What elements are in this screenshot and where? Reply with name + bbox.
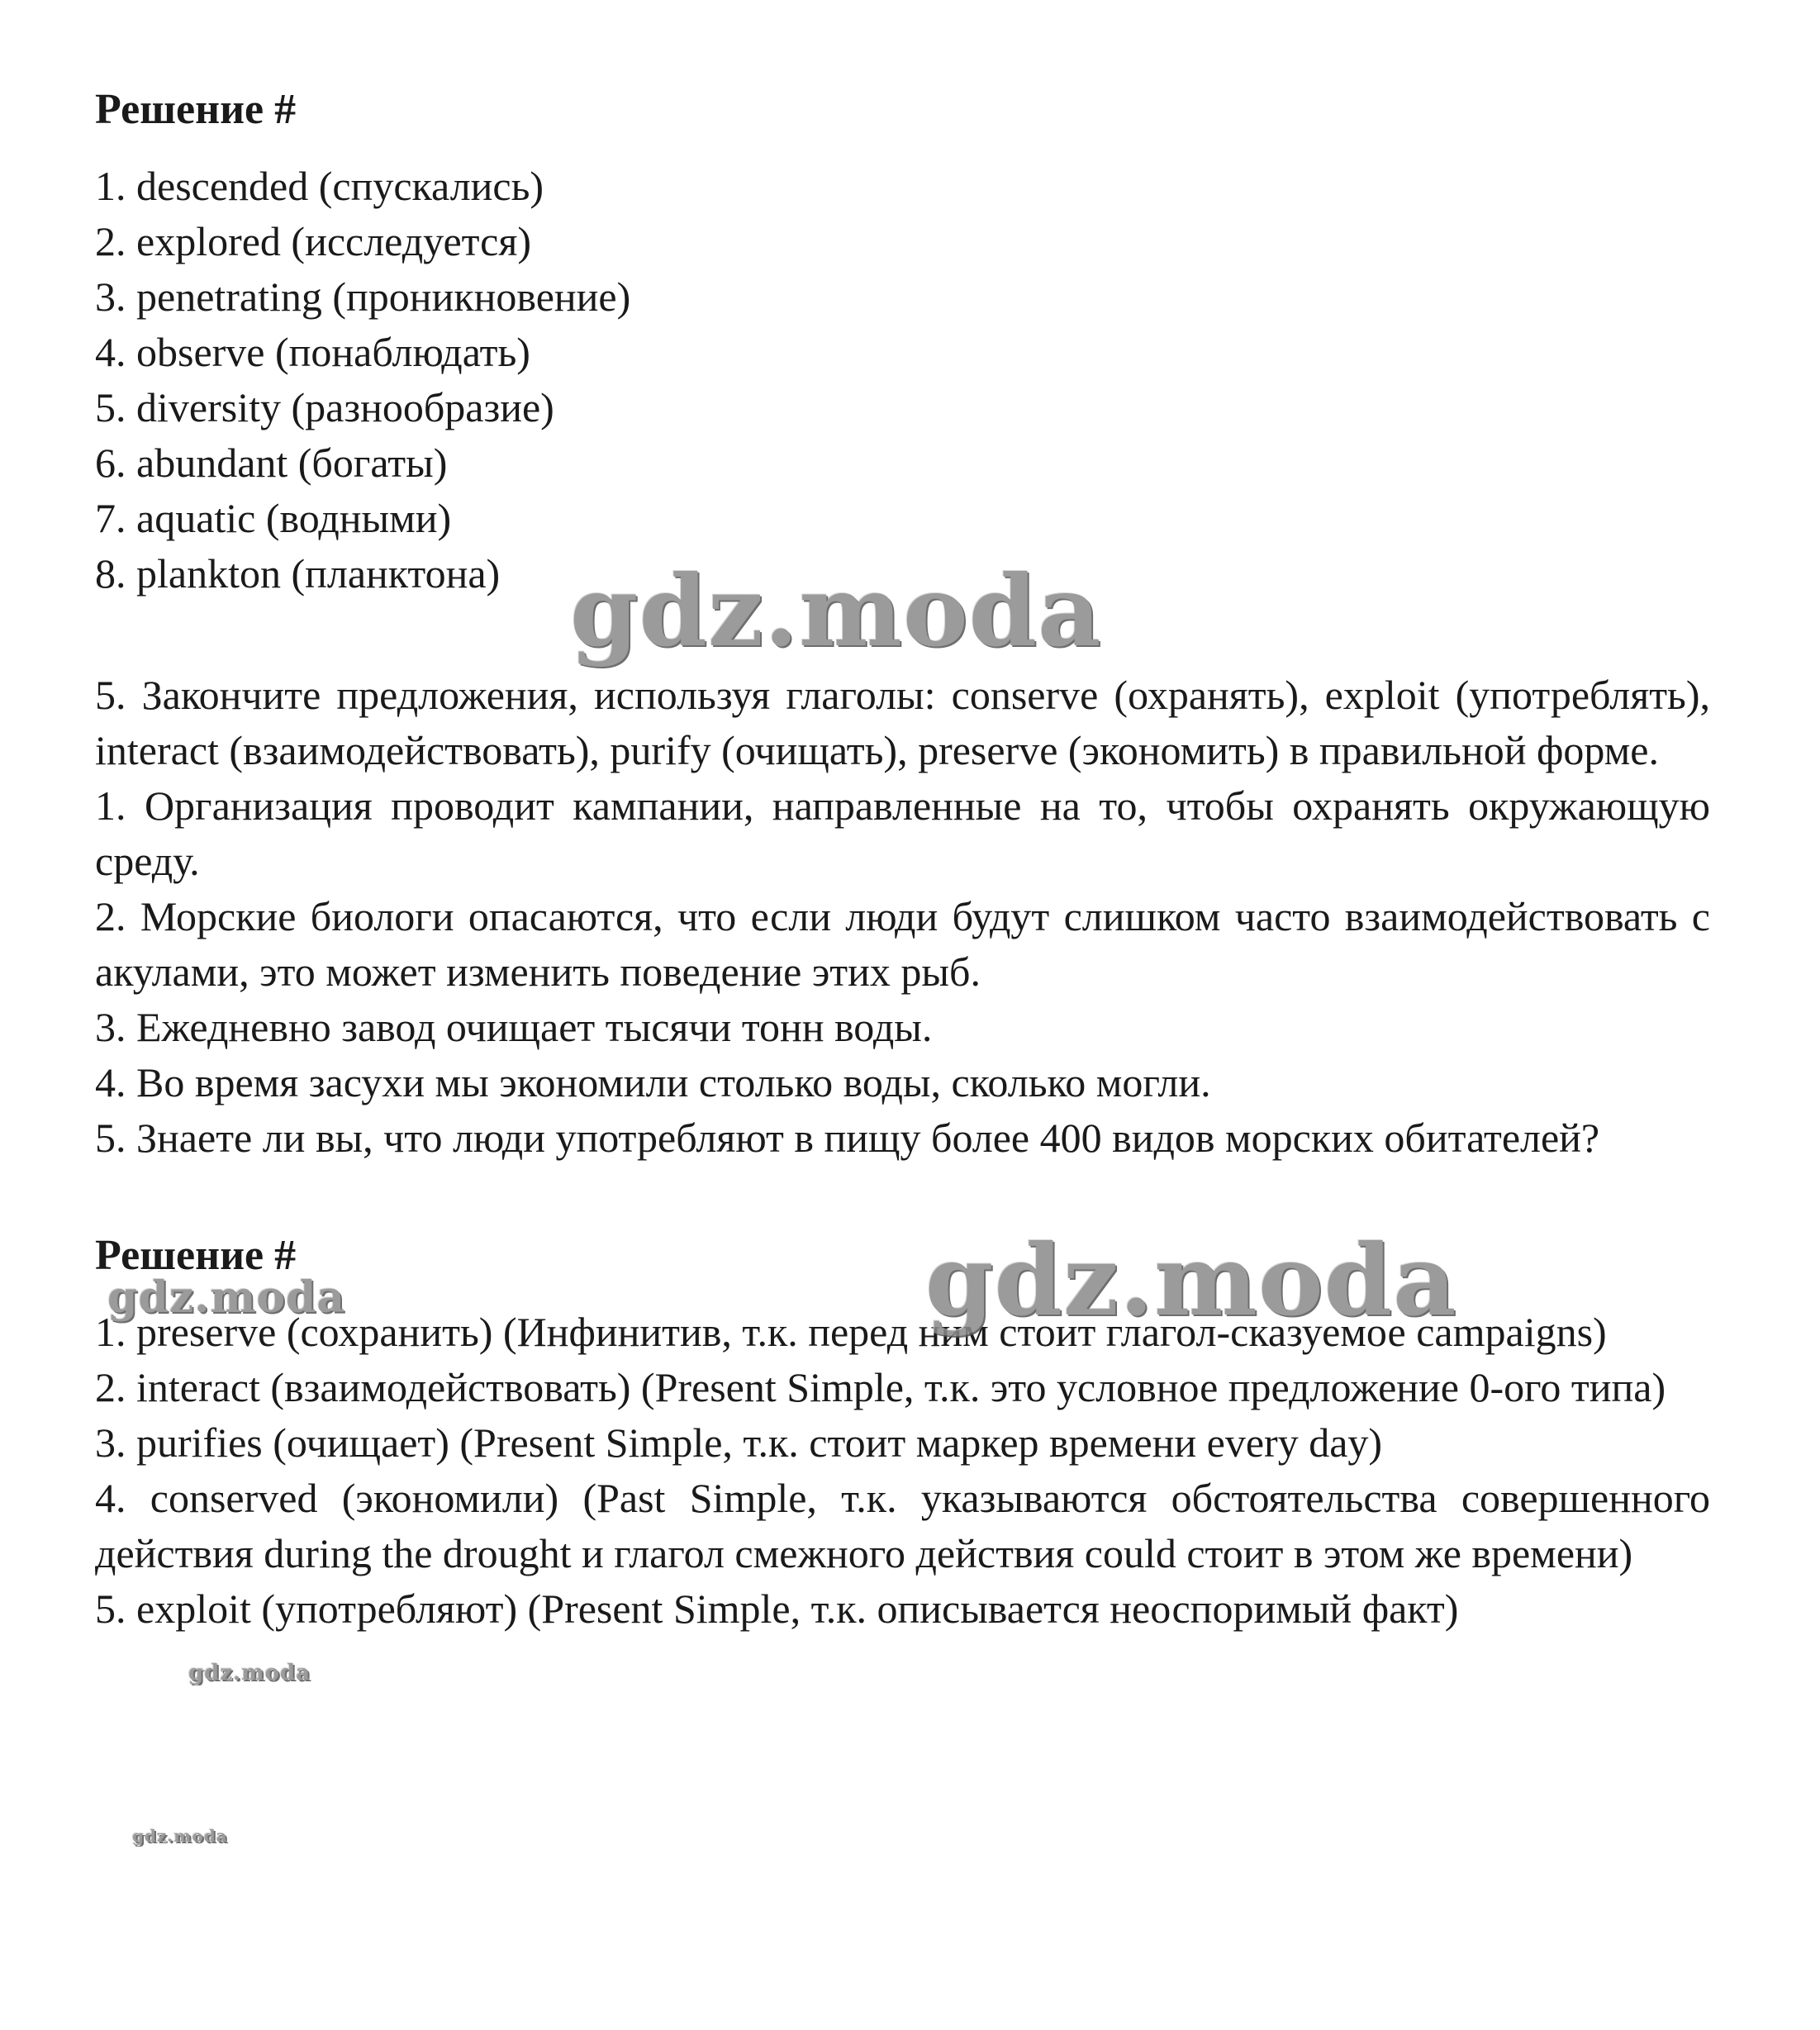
- list-item: 5. exploit (употребляют) (Present Simple, т.к. описывается неоспоримый факт): [95, 1585, 1459, 1632]
- list-item: 1. descended (спускались): [95, 163, 544, 209]
- list-item: 7. aquatic (водными): [95, 495, 452, 541]
- list-item: 3. penetrating (проникновение): [95, 273, 631, 320]
- task-sentence: 4. Во время засухи мы экономили столько воды, сколько могли.: [95, 1059, 1211, 1105]
- answer-list-2: [95, 1305, 1710, 1637]
- list-item: 2. interact (взаимодействовать) (Present Simple, т.к. это условное предложение 0-ого типа): [95, 1364, 1666, 1410]
- list-item: 8. plankton (планктона): [95, 550, 501, 597]
- task-sentence: 5. Знаете ли вы, что люди употребляют в пищу более 400 видов морских обитателей?: [95, 1115, 1600, 1161]
- watermark-logo: gdz.moda: [570, 554, 1102, 668]
- task-sentence: 1. Организация проводит кампании, направленные на то, чтобы охранять окружающую среду.: [95, 782, 1710, 884]
- watermark-logo: gdz.moda: [925, 1223, 1457, 1338]
- task-block: [95, 668, 1710, 1166]
- list-item: 4. conserved (экономили) (Past Simple, т.к. указываются обстоятельства совершенного действия during the drought и глагол смежного действия could стоит в этом же времени): [95, 1475, 1710, 1576]
- section2-heading: Решение #: [95, 1232, 297, 1279]
- list-item: 2. explored (исследуется): [95, 218, 531, 264]
- document-page: [95, 83, 1710, 1666]
- watermark-logo: gdz.moda: [188, 1661, 311, 1685]
- list-item: 4. observe (понаблюдать): [95, 329, 530, 375]
- answer-list-1: [95, 159, 1710, 601]
- task-instruction: 5. Закончите предложения, используя глаголы: conserve (охранять), exploit (употреблять), interact (взаимодействовать), purify (очищать), preserve (экономить) в правильной форме.: [95, 672, 1710, 773]
- task-sentence: 2. Морские биологи опасаются, что если люди будут слишком часто взаимодействовать с акулами, это может изменить поведение этих рыб.: [95, 893, 1710, 995]
- list-item: 1. preserve (сохранить) (Инфинитив, т.к. перед ним стоит глагол-сказуемое campaigns): [95, 1309, 1607, 1355]
- list-item: 6. abundant (богаты): [95, 440, 448, 486]
- section1-heading: Решение #: [95, 86, 297, 133]
- watermark-logo: gdz.moda: [107, 1272, 346, 1323]
- watermark-logo: gdz.moda: [132, 1826, 228, 1846]
- list-item: 5. diversity (разнообразие): [95, 384, 554, 430]
- list-item: 3. purifies (очищает) (Present Simple, т.к. стоит маркер времени every day): [95, 1419, 1383, 1466]
- task-sentence: 3. Ежедневно завод очищает тысячи тонн воды.: [95, 1004, 933, 1050]
